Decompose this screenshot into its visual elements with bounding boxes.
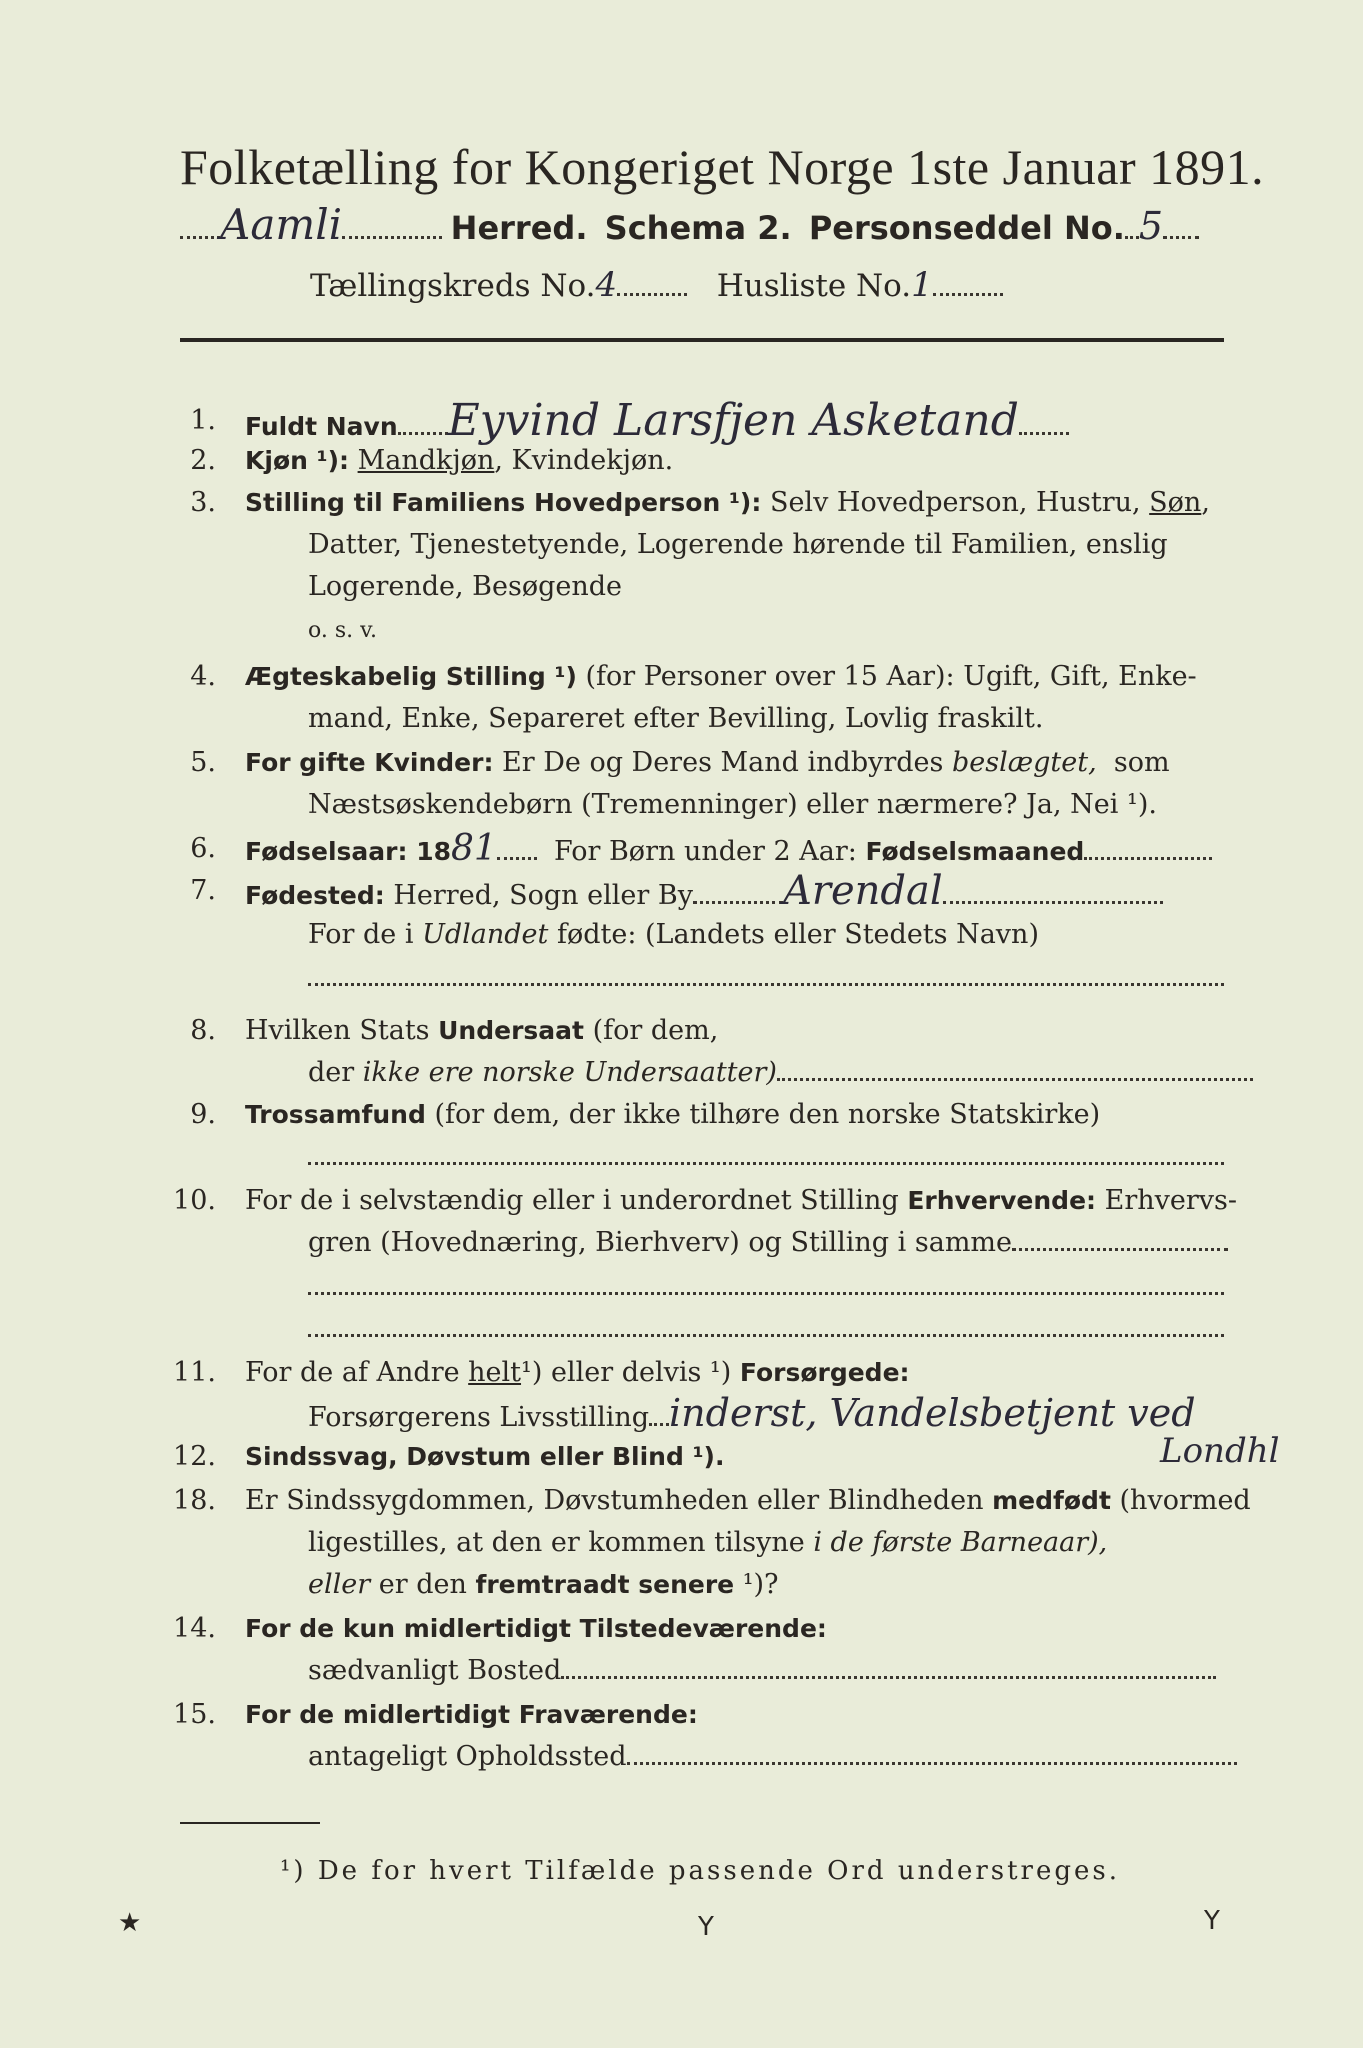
item-birthplace-2 (308, 918, 1039, 952)
item-number: 3. (190, 487, 216, 518)
item-occupation-1 (245, 1184, 1237, 1218)
occupation-answer-line-2 (308, 1334, 1224, 1337)
congenital-later: fremtraadt senere (475, 1570, 735, 1599)
footnote: ¹) De for hvert Tilfælde passende Ord understreges. (280, 1856, 1121, 1886)
marital-text: (for Personer over 15 Aar): Ugift, Gift, Enke- (585, 661, 1197, 692)
full-name-label: Fuldt Navn (245, 412, 398, 441)
supported-label: Forsørgede: (739, 1358, 910, 1387)
item-family-position-1: Stilling til Familiens Hovedperson ¹): Selv Hovedperson, Hustru, Søn, (245, 487, 1210, 518)
congenital-childhood: i de første Barneaar), (813, 1527, 1108, 1558)
item-number: 9. (190, 1099, 216, 1130)
married-women-related: beslægtet, (951, 747, 1097, 778)
y-mark-icon: Y (698, 1912, 714, 1942)
supported-partly: ¹) eller delvis ¹) (521, 1357, 732, 1388)
header-line-kreds (310, 265, 1003, 305)
congenital-text-3: er den (378, 1569, 467, 1600)
item-temporary-present-1 (245, 1612, 827, 1646)
married-women-som: som (1113, 747, 1170, 778)
citizenship-der: der (308, 1057, 355, 1088)
herred-label: Herred. (450, 209, 588, 247)
item-family-position-3: Logerende, Besøgende (308, 571, 622, 602)
family-position-son: Søn (1149, 487, 1202, 518)
item-religion (245, 1098, 1100, 1132)
birth-year-label: Fødselsaar: 18 (245, 837, 451, 866)
usual-residence-label: sædvanligt Bosted (308, 1655, 562, 1686)
birthplace-abroad-answer-line (308, 983, 1224, 986)
citizenship-label: Undersaat (438, 1016, 584, 1045)
citizenship-intro: Hvilken Stats (245, 1015, 430, 1046)
supported-intro: For de af Andre (245, 1357, 460, 1388)
birth-month-label: Fødselsmaaned (865, 837, 1085, 866)
personseddel-label: Personseddel No. (808, 209, 1125, 247)
item-number: 11. (173, 1357, 216, 1388)
item-temporary-absent-2 (308, 1740, 1237, 1774)
item-occupation-2 (308, 1226, 1228, 1260)
item-marital-2: mand, Enke, Separeret efter Bevilling, Lovlig fraskilt. (308, 703, 1044, 734)
family-position-text: Selv Hovedperson, Hustru, (769, 487, 1141, 518)
birthplace-abroad: Udlandet (422, 919, 549, 950)
temporary-present-label: For de kun midlertidigt Tilstedeværende: (245, 1614, 827, 1643)
married-women-text: Er De og Deres Mand indbyrdes (502, 747, 944, 778)
item-number: 1. (190, 405, 216, 436)
item-temporary-present-2 (308, 1654, 1216, 1688)
item-married-women-2: Næstsøskendebørn (Tremenninger) eller nærmere? Ja, Nei ¹). (308, 789, 1157, 820)
item-married-women-1 (245, 746, 1170, 780)
occupation-label: Erhvervende: (907, 1186, 1097, 1215)
birthplace-text: Herred, Sogn eller By (393, 880, 693, 911)
item-full-name (245, 395, 1069, 446)
item-congenital-3 (308, 1568, 779, 1602)
item-number: 4. (190, 661, 216, 692)
religion-text: (for dem, der ikke tilhøre den norske Statskirke) (434, 1099, 1101, 1130)
item-family-position-4: o. s. v. (308, 618, 377, 643)
congenital-eller: eller (308, 1569, 371, 1600)
item-supported-2 (308, 1391, 1196, 1435)
herred-value: Aamli (220, 200, 343, 249)
item-citizenship-1 (245, 1014, 718, 1048)
disability-label: Sindssvag, Døvstum eller Blind ¹). (245, 1442, 725, 1471)
provider-occupation-value: inderst, Vandelsbetjent ved (669, 1391, 1196, 1435)
religion-label: Trossamfund (245, 1100, 426, 1129)
item-gender (245, 444, 673, 478)
schema-label: Schema 2. (604, 209, 792, 247)
provider-occupation-label: Forsørgerens Livsstilling (308, 1402, 650, 1433)
item-number: 15. (173, 1699, 216, 1730)
item-citizenship-2 (308, 1056, 1253, 1090)
item-congenital-2 (308, 1526, 1107, 1560)
full-name-value: Eyvind Larsfjen Asketand (447, 395, 1019, 446)
marital-label: Ægteskabelig Stilling ¹) (245, 662, 577, 691)
married-women-label: For gifte Kvinder: (245, 748, 494, 777)
congenital-intro: Er Sindssygdommen, Døvstumheden eller Blindheden (245, 1485, 984, 1516)
birthplace-abroad-intro: For de i (308, 919, 414, 950)
taellingskreds-label: Tællingskreds No. (310, 268, 596, 304)
item-supported-1 (245, 1356, 910, 1390)
item-number: 7. (190, 875, 216, 906)
item-number: 6. (190, 833, 216, 864)
gender-option-female: , Kvindekjøn. (494, 445, 674, 476)
temporary-absent-label: For de midlertidigt Fraværende: (245, 1700, 698, 1729)
birth-month-intro: For Børn under 2 Aar: (553, 836, 857, 867)
item-marital-1 (245, 660, 1197, 694)
footnote-divider (180, 1822, 320, 1824)
item-family-position-2: Datter, Tjenestetyende, Logerende hørende til Familien, enslig (308, 529, 1168, 560)
item-number: 12. (173, 1441, 216, 1472)
item-number: 14. (173, 1613, 216, 1644)
gender-option-male: Mandkjøn (357, 445, 495, 476)
item-number: 2. (190, 445, 216, 476)
header-divider (180, 338, 1224, 342)
religion-answer-line (308, 1162, 1224, 1165)
item-disability (245, 1440, 724, 1474)
item-congenital-1 (245, 1484, 1251, 1518)
congenital-text-2: ligestilles, at den er kommen tilsyne (308, 1527, 805, 1558)
provider-occupation-value-2: Londhl (1160, 1431, 1280, 1471)
probable-residence-label: antageligt Opholdssted (308, 1741, 627, 1772)
item-birthplace-1 (245, 868, 1163, 914)
personseddel-value: 5 (1138, 204, 1164, 248)
birthplace-value: Arendal (782, 868, 943, 914)
item-number: 18. (173, 1485, 216, 1516)
congenital-question: ¹)? (742, 1569, 779, 1600)
citizenship-text: (for dem, (592, 1015, 719, 1046)
husliste-value: 1 (911, 265, 933, 305)
birthplace-abroad-text: fødte: (Landets eller Stedets Navn) (556, 919, 1039, 950)
congenital-text: (hvormed (1119, 1485, 1251, 1516)
birth-year-value: 81 (450, 828, 497, 869)
item-number: 10. (173, 1185, 216, 1216)
occupation-intro: For de i selvstændig eller i underordnet Stilling (245, 1185, 899, 1216)
gender-label: Kjøn ¹): (245, 446, 349, 475)
citizenship-condition: ikke ere norske Undersaatter) (362, 1057, 777, 1088)
family-position-label: Stilling til Familiens Hovedperson ¹): (245, 488, 762, 517)
birthplace-label: Fødested: (245, 881, 385, 910)
taellingskreds-value: 4 (595, 265, 618, 305)
occupation-text: Erhvervs- (1104, 1185, 1238, 1216)
item-birth-year (245, 828, 1212, 869)
star-mark-icon: ★ (118, 1908, 142, 1938)
form-title: Folketælling for Kongeriget Norge 1ste Januar 1891. (180, 139, 1265, 195)
occupation-text-2: gren (Hovednæring, Bierhverv) og Stilling i samme (308, 1227, 1013, 1258)
supported-fully: helt (468, 1357, 522, 1388)
item-number: 5. (190, 747, 216, 778)
item-number: 8. (190, 1015, 216, 1046)
item-temporary-absent-1 (245, 1698, 698, 1732)
occupation-answer-line-1 (308, 1292, 1224, 1295)
header-line-herred (180, 200, 1199, 249)
y-mark-icon: Y (1204, 1906, 1220, 1936)
congenital-label: medfødt (992, 1486, 1111, 1515)
husliste-label: Husliste No. (716, 268, 912, 304)
